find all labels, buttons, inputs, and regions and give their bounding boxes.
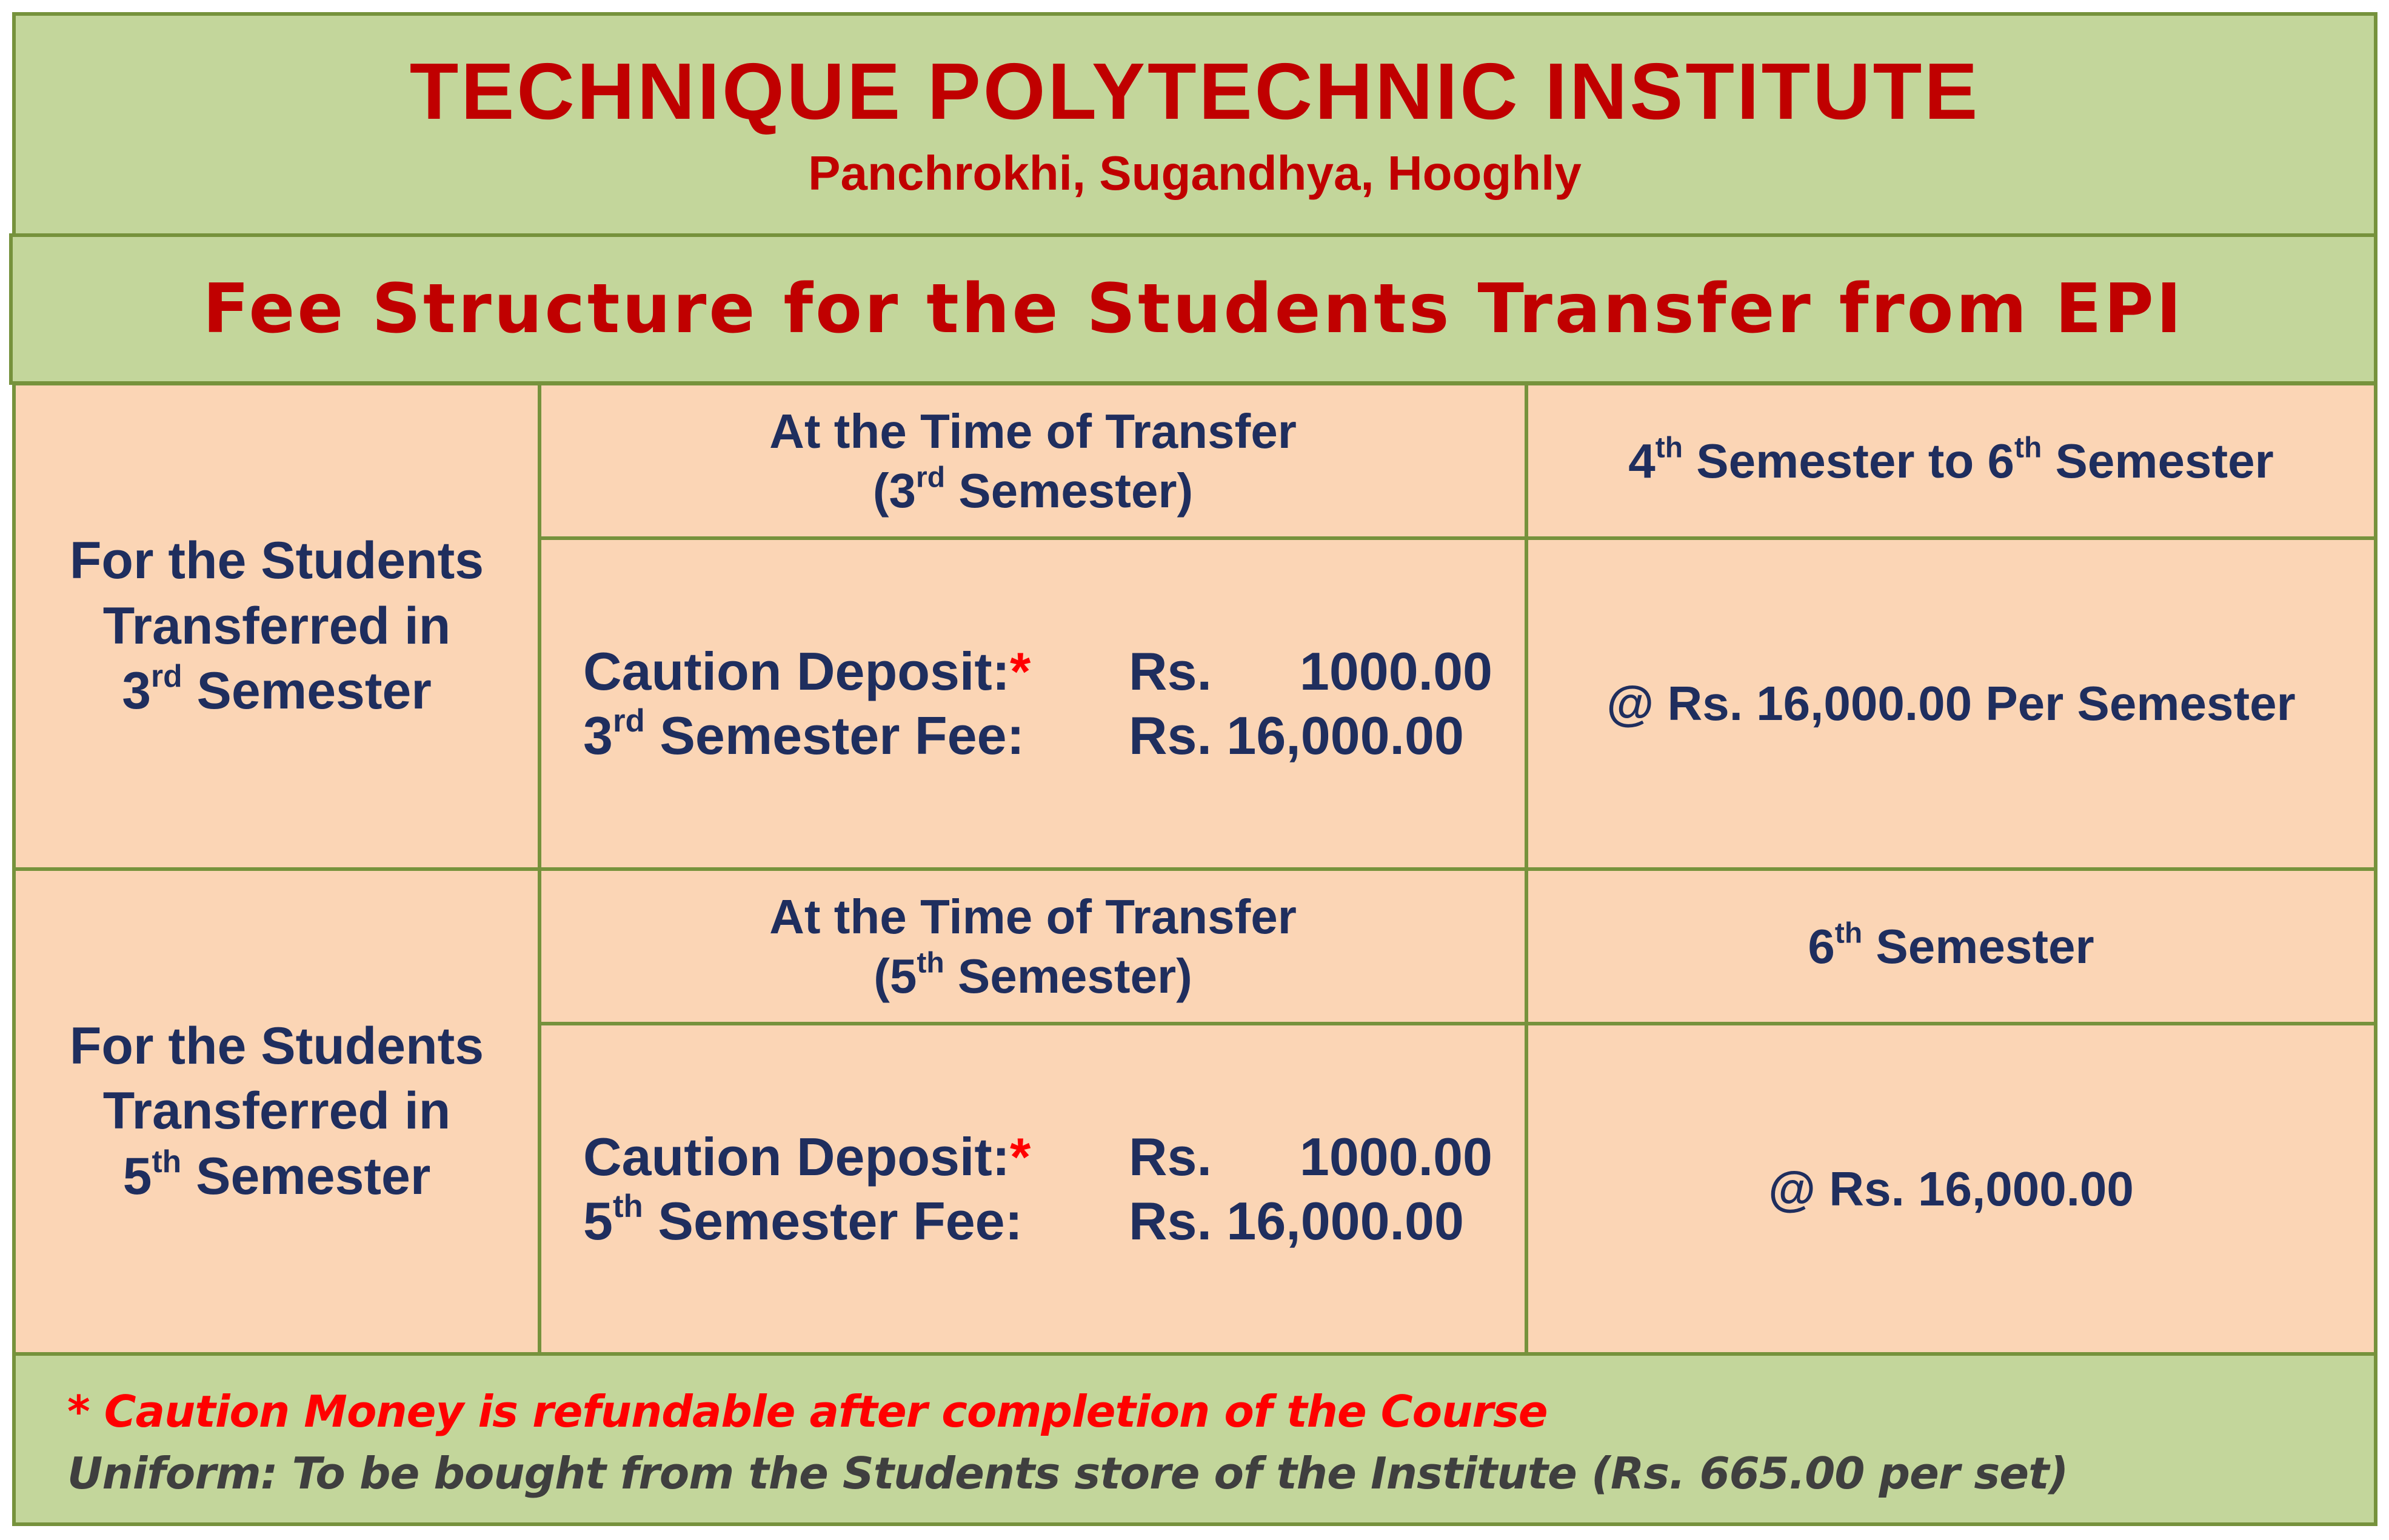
transfer-header-line: At the Time of Transfer — [769, 404, 1297, 458]
label-line: Transferred in — [102, 596, 451, 655]
label-semester: 3rd Semester — [122, 658, 432, 721]
caution-deposit-amount: Rs. 1000.00 — [1129, 1126, 1492, 1187]
label-line: Transferred in — [102, 1082, 451, 1141]
caution-deposit-label: Caution Deposit:* — [583, 641, 1031, 702]
notes-footer — [12, 1352, 2377, 1526]
label-line: For the Students — [69, 1016, 484, 1075]
transfer-header-semester: (5th Semester) — [874, 946, 1192, 1003]
semester-fee-amount: Rs. 16,000.00 — [1129, 1190, 1464, 1251]
semester-fee-label: 5th Semester Fee: — [583, 1188, 1023, 1251]
later-fee-3rd — [1525, 536, 2377, 871]
institute-address: Panchrokhi, Sugandhya, Hooghly — [808, 145, 1582, 200]
uniform-note: Uniform: To be bought from the Students store of the Institute (Rs. 665.00 per set) — [67, 1448, 2068, 1499]
transfer-fees-5th — [538, 1022, 1528, 1356]
label-semester: 5th Semester — [122, 1143, 431, 1205]
fee-table — [583, 639, 1492, 767]
later-header-text: 4th Semester to 6th Semester — [1628, 431, 2274, 488]
fee-structure-heading — [9, 233, 2377, 385]
transfer-header-semester: (3rd Semester) — [872, 461, 1194, 518]
transfer-header-line: At the Time of Transfer — [769, 889, 1297, 944]
later-header-6th — [1525, 867, 2377, 1025]
later-header-text: 6th Semester — [1808, 916, 2094, 973]
institute-header — [12, 12, 2377, 238]
later-fee-text: @ Rs. 16,000.00 Per Semester — [1606, 676, 2296, 730]
transfer-header-5th — [538, 867, 1528, 1025]
row-label-3rd-semester — [12, 382, 541, 871]
later-fee-text: @ Rs. 16,000.00 — [1768, 1161, 2134, 1216]
later-header-4th-6th — [1525, 382, 2377, 540]
caution-deposit-amount: Rs. 1000.00 — [1129, 641, 1492, 702]
transfer-header-3rd — [538, 382, 1528, 540]
transfer-fees-3rd — [538, 536, 1528, 871]
label-line: For the Students — [69, 532, 484, 590]
page-title: Fee Structure for the Students Transfer from EPI — [202, 270, 2184, 348]
caution-note: * Caution Money is refundable after completion of the Course — [67, 1386, 1548, 1437]
semester-fee-label: 3rd Semester Fee: — [583, 703, 1024, 765]
later-fee-5th — [1525, 1022, 2377, 1356]
fee-table — [583, 1125, 1492, 1253]
row-label-5th-semester — [12, 867, 541, 1356]
semester-fee-amount: Rs. 16,000.00 — [1129, 705, 1464, 765]
institute-title: TECHNIQUE POLYTECHNIC INSTITUTE — [409, 47, 1980, 136]
caution-deposit-label: Caution Deposit:* — [583, 1126, 1031, 1187]
